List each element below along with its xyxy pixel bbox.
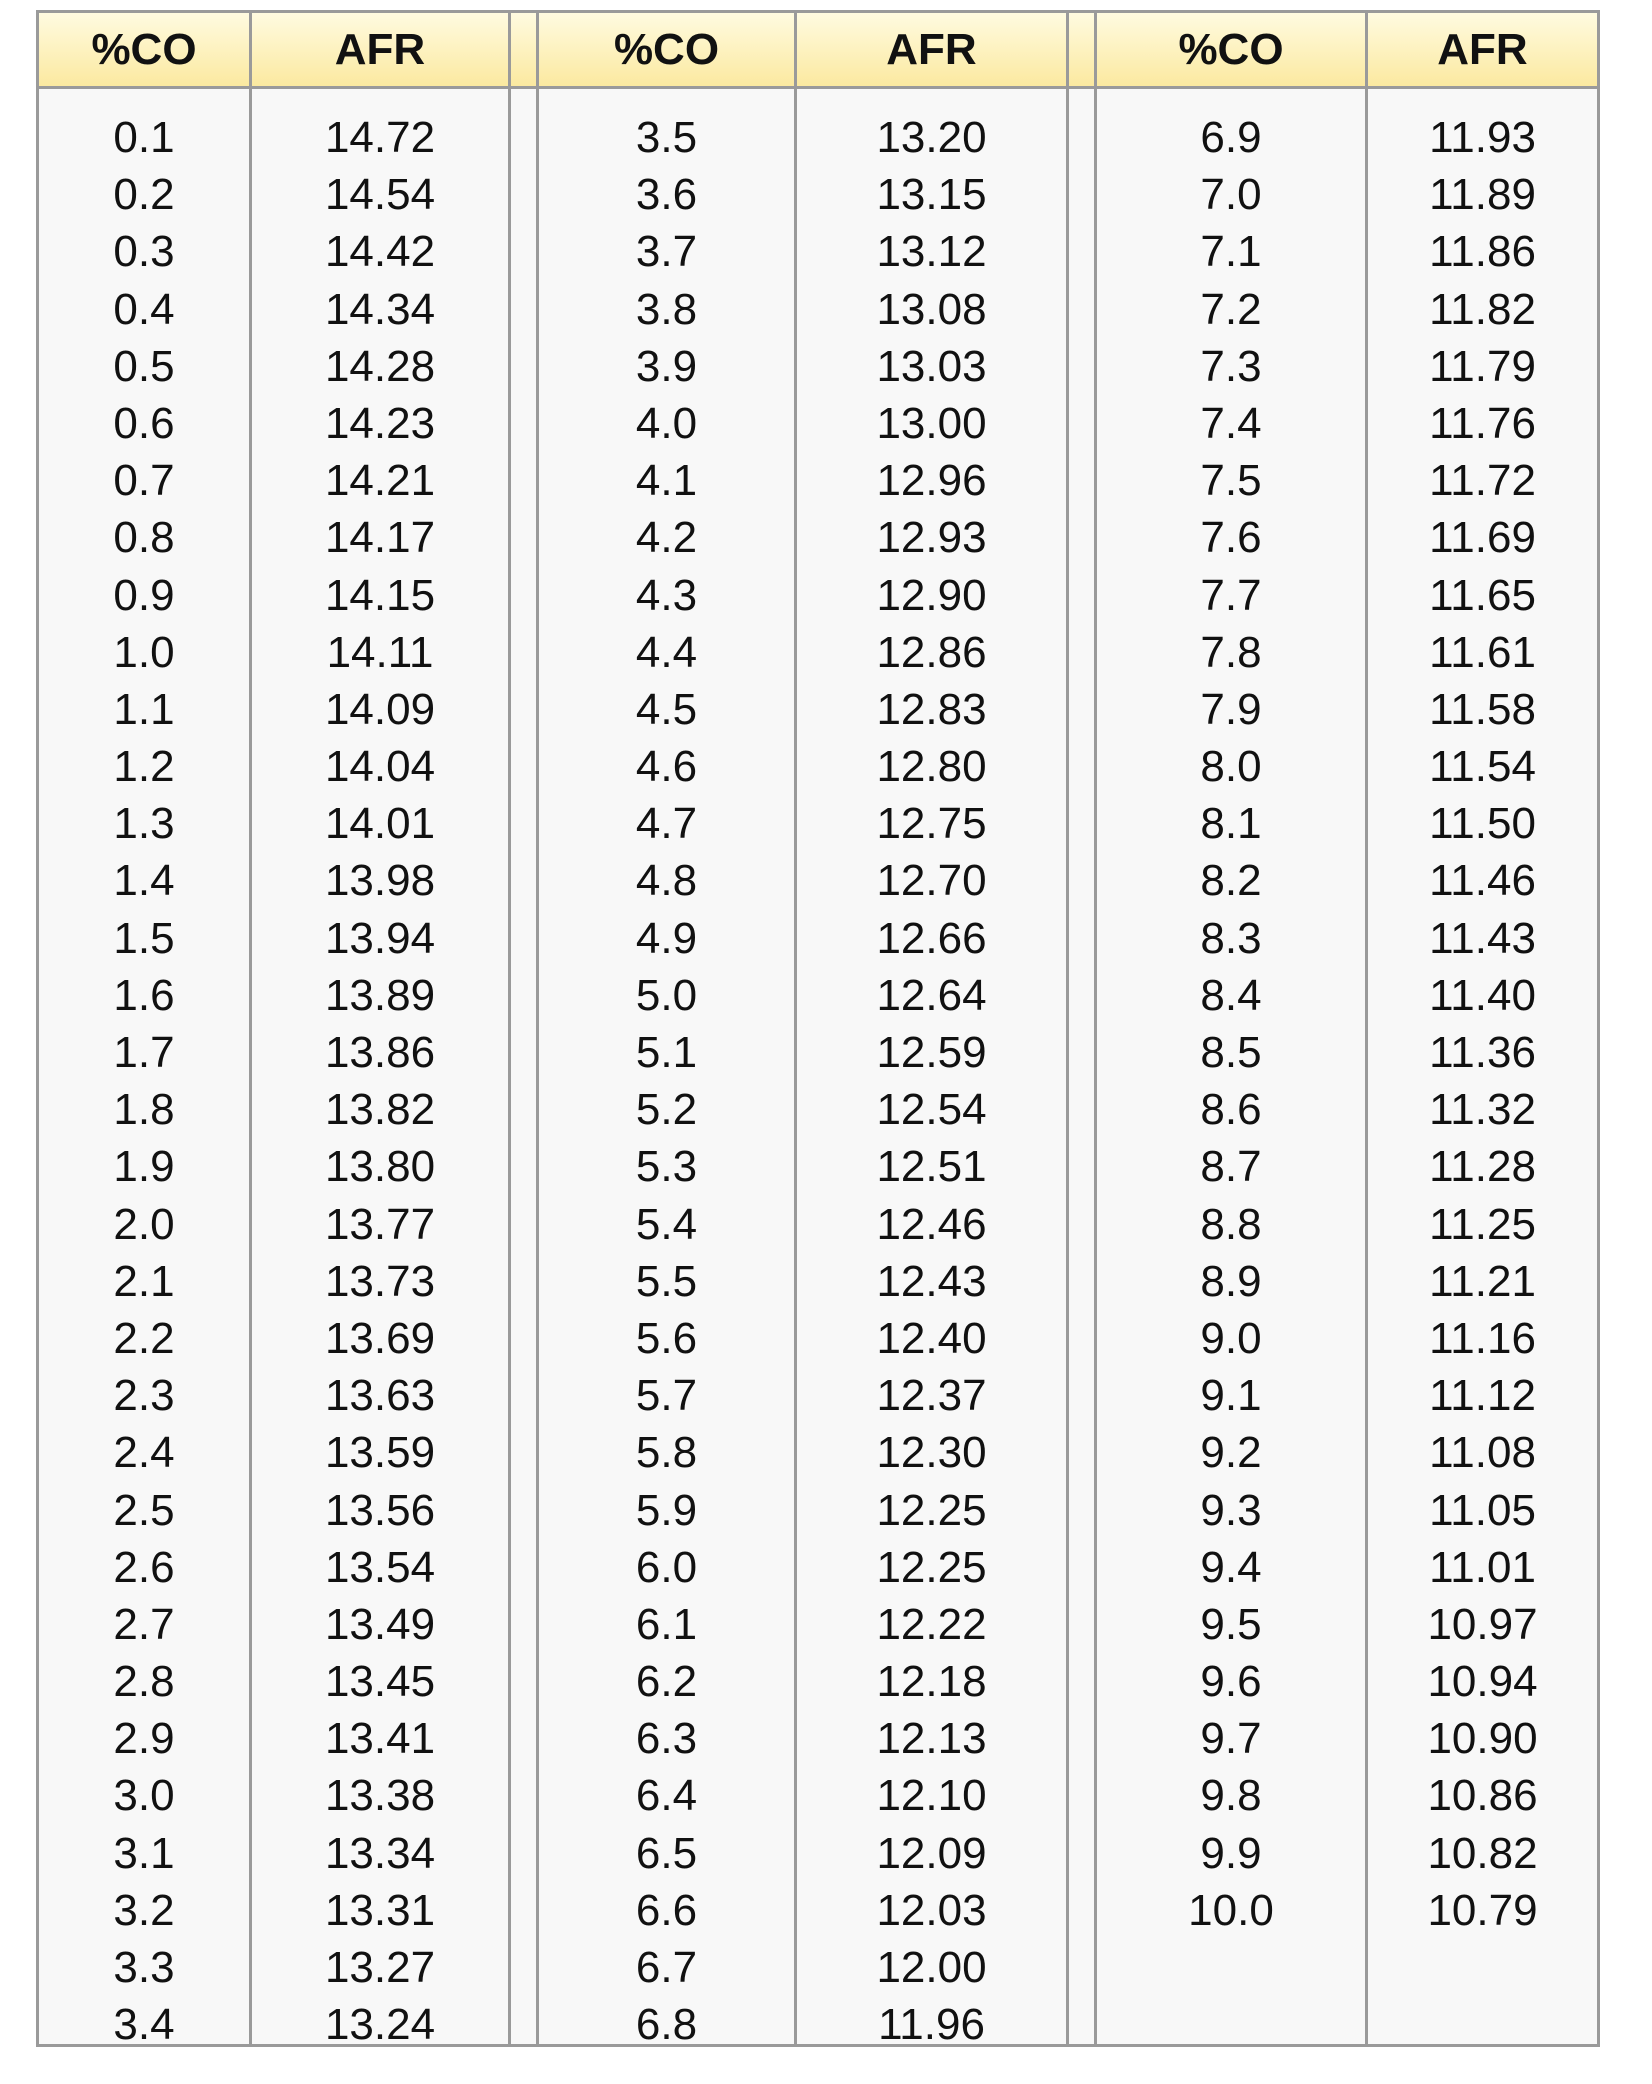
co-afr-table [36, 10, 1600, 2050]
co-header-2: %CO [539, 13, 794, 89]
afr-cell: 14.23 [324, 398, 436, 448]
afr-cell: 13.31 [324, 1885, 436, 1935]
co-cell: 1.4 [113, 856, 175, 906]
co-cell: 0.2 [113, 170, 175, 220]
afr-cell: 13.45 [324, 1657, 436, 1707]
co-cell: 0.8 [113, 513, 175, 563]
afr-cell: 12.83 [876, 684, 987, 734]
afr-cell: 12.37 [876, 1371, 987, 1421]
afr-cell: 11.89 [1429, 170, 1536, 220]
co-cell: 1.3 [113, 799, 175, 849]
co-cell: 8.2 [1200, 856, 1262, 906]
afr-cell: 12.18 [876, 1657, 987, 1707]
co-cell: 0.7 [113, 456, 175, 506]
co-cell: 9.0 [1200, 1313, 1262, 1363]
column-gap-1 [511, 13, 539, 2044]
co-cell: 2.1 [113, 1256, 175, 1306]
co-cell: 3.3 [113, 1943, 175, 1992]
afr-cell: 14.72 [324, 113, 436, 162]
afr-cell: 12.43 [876, 1256, 987, 1306]
co-cell: 7.5 [1200, 456, 1262, 506]
co-cell: 5.1 [635, 1028, 698, 1077]
co-cell: 8.1 [1200, 799, 1262, 849]
column-gap-2 [1069, 13, 1097, 2044]
afr-cell: 10.94 [1427, 1657, 1538, 1707]
afr-cell: 13.82 [324, 1085, 436, 1135]
co-cell: 5.0 [635, 970, 698, 1020]
co-cell: 6.9 [1200, 113, 1262, 162]
co-cell: 5.5 [635, 1256, 698, 1306]
afr-cell: 13.34 [324, 1828, 436, 1878]
afr-cell: 11.40 [1429, 970, 1536, 1020]
afr-values-2 [797, 109, 1066, 2053]
afr-cell: 14.04 [324, 742, 436, 792]
afr-cell: 11.12 [1429, 1371, 1536, 1421]
co-cell: 2.2 [113, 1313, 175, 1363]
afr-values-3 [1368, 109, 1597, 1939]
co-cell: 7.7 [1200, 570, 1262, 620]
co-cell: 3.8 [635, 284, 698, 334]
afr-header-2: AFR [797, 13, 1066, 89]
afr-cell: 13.38 [324, 1771, 436, 1821]
afr-cell: 11.69 [1429, 513, 1536, 563]
afr-cell: 14.15 [324, 570, 436, 620]
afr-cell: 13.59 [324, 1428, 436, 1478]
afr-cell: 11.61 [1429, 627, 1536, 677]
co-cell: 4.4 [635, 627, 698, 677]
co-cell: 3.6 [635, 170, 698, 220]
afr-cell: 13.24 [324, 2000, 436, 2050]
afr-cell: 11.82 [1429, 284, 1536, 334]
co-cell: 8.0 [1200, 742, 1262, 792]
afr-cell: 11.76 [1429, 398, 1536, 448]
afr-cell: 12.46 [876, 1199, 987, 1249]
afr-cell: 13.03 [876, 341, 987, 391]
afr-cell: 13.98 [324, 856, 436, 906]
afr-cell: 12.22 [876, 1599, 987, 1649]
afr-cell: 13.49 [324, 1599, 436, 1649]
co-cell: 0.5 [113, 341, 175, 391]
co-cell: 8.3 [1200, 913, 1262, 963]
afr-cell: 12.30 [876, 1428, 987, 1478]
co-cell: 8.9 [1200, 1256, 1262, 1306]
afr-cell: 11.28 [1429, 1142, 1536, 1192]
co-cell: 5.7 [635, 1371, 698, 1421]
afr-cell: 14.21 [324, 456, 436, 506]
co-cell: 0.1 [113, 113, 175, 162]
afr-column-1 [252, 13, 511, 2050]
co-cell: 9.9 [1200, 1828, 1262, 1878]
afr-cell: 11.93 [1429, 113, 1536, 162]
afr-cell: 12.51 [876, 1142, 987, 1192]
co-cell: 9.1 [1200, 1371, 1262, 1421]
co-cell: 7.6 [1200, 513, 1262, 563]
afr-cell: 13.15 [876, 170, 987, 220]
co-header-1: %CO [39, 13, 249, 89]
afr-cell: 12.80 [876, 742, 987, 792]
afr-cell: 13.12 [876, 227, 987, 277]
co-cell: 0.4 [113, 284, 175, 334]
co-cell: 3.0 [113, 1771, 175, 1821]
afr-cell: 11.72 [1429, 456, 1536, 506]
co-cell: 4.0 [635, 398, 698, 448]
co-cell: 9.6 [1200, 1657, 1262, 1707]
co-cell: 7.8 [1200, 627, 1262, 677]
co-cell: 6.6 [635, 1885, 698, 1935]
co-cell: 0.9 [113, 570, 175, 620]
co-cell: 6.2 [635, 1657, 698, 1707]
co-cell: 5.3 [635, 1142, 698, 1192]
co-cell: 4.2 [635, 513, 698, 563]
co-cell: 0.6 [113, 398, 175, 448]
co-cell: 3.1 [113, 1828, 175, 1878]
co-cell: 9.7 [1200, 1714, 1262, 1764]
afr-cell: 12.93 [876, 513, 987, 563]
co-cell: 6.1 [635, 1599, 698, 1649]
afr-cell: 13.56 [324, 1485, 436, 1535]
co-cell: 9.3 [1200, 1485, 1262, 1535]
co-values-2 [539, 109, 794, 2053]
afr-cell: 12.75 [876, 799, 987, 849]
afr-cell: 10.79 [1427, 1885, 1538, 1935]
co-cell: 4.6 [635, 742, 698, 792]
co-cell: 5.6 [635, 1313, 698, 1363]
co-header-3: %CO [1097, 13, 1365, 89]
co-cell: 4.3 [635, 570, 698, 620]
afr-cell: 12.96 [876, 456, 987, 506]
afr-cell: 11.96 [878, 2000, 985, 2050]
afr-cell: 11.58 [1429, 684, 1536, 734]
afr-cell: 11.46 [1429, 856, 1536, 906]
afr-cell: 14.28 [324, 341, 436, 391]
co-cell: 4.5 [635, 684, 698, 734]
afr-cell: 12.00 [876, 1943, 987, 1992]
afr-cell: 12.64 [876, 970, 987, 1020]
co-values-1 [39, 109, 249, 2053]
afr-cell: 11.43 [1429, 913, 1536, 963]
co-cell: 3.2 [113, 1885, 175, 1935]
co-cell: 6.5 [635, 1828, 698, 1878]
co-cell: 7.9 [1200, 684, 1262, 734]
afr-cell: 13.86 [324, 1028, 436, 1077]
afr-cell: 11.54 [1429, 742, 1536, 792]
co-values-3 [1097, 109, 1365, 1939]
afr-column-2 [797, 13, 1069, 2050]
co-cell: 4.9 [635, 913, 698, 963]
afr-cell: 11.25 [1429, 1199, 1536, 1249]
co-cell: 2.8 [113, 1657, 175, 1707]
co-column-1 [39, 13, 252, 2050]
afr-cell: 13.80 [324, 1142, 436, 1192]
afr-cell: 14.34 [324, 284, 436, 334]
afr-cell: 12.10 [876, 1771, 987, 1821]
afr-cell: 10.97 [1427, 1599, 1538, 1649]
co-cell: 3.5 [635, 113, 698, 162]
co-cell: 6.4 [635, 1771, 698, 1821]
co-cell: 1.8 [113, 1085, 175, 1135]
co-cell: 2.3 [113, 1371, 175, 1421]
afr-cell: 13.54 [324, 1542, 436, 1592]
afr-cell: 13.89 [324, 970, 436, 1020]
co-cell: 6.8 [635, 2000, 698, 2050]
afr-cell: 10.90 [1427, 1714, 1538, 1764]
co-cell: 7.2 [1200, 284, 1262, 334]
afr-cell: 13.94 [324, 913, 436, 963]
afr-cell: 13.41 [324, 1714, 436, 1764]
afr-cell: 11.16 [1429, 1313, 1536, 1363]
co-cell: 2.5 [113, 1485, 175, 1535]
afr-cell: 12.09 [876, 1828, 987, 1878]
afr-cell: 11.86 [1429, 227, 1536, 277]
co-cell: 9.4 [1200, 1542, 1262, 1592]
co-cell: 1.1 [113, 684, 175, 734]
co-cell: 1.6 [113, 970, 175, 1020]
afr-cell: 13.73 [324, 1256, 436, 1306]
afr-cell: 10.82 [1427, 1828, 1538, 1878]
co-cell: 9.5 [1200, 1599, 1262, 1649]
co-cell: 1.2 [113, 742, 175, 792]
afr-cell: 13.69 [324, 1313, 436, 1363]
afr-cell: 12.13 [876, 1714, 987, 1764]
co-cell: 4.8 [635, 856, 698, 906]
afr-cell: 11.08 [1429, 1428, 1536, 1478]
co-cell: 9.2 [1200, 1428, 1262, 1478]
co-cell: 6.3 [635, 1714, 698, 1764]
co-cell: 1.0 [113, 627, 175, 677]
co-cell: 2.4 [113, 1428, 175, 1478]
afr-cell: 13.77 [324, 1199, 436, 1249]
afr-values-1 [252, 109, 508, 2053]
co-cell: 5.9 [635, 1485, 698, 1535]
co-cell: 5.2 [635, 1085, 698, 1135]
co-cell: 3.9 [635, 341, 698, 391]
afr-cell: 13.08 [876, 284, 987, 334]
afr-cell: 11.32 [1429, 1085, 1536, 1135]
co-cell: 7.1 [1200, 227, 1262, 277]
afr-cell: 11.65 [1429, 570, 1536, 620]
afr-cell: 11.01 [1429, 1542, 1536, 1592]
co-cell: 1.5 [113, 913, 175, 963]
co-cell: 2.9 [113, 1714, 175, 1764]
co-cell: 8.4 [1200, 970, 1262, 1020]
afr-cell: 12.90 [876, 570, 987, 620]
co-cell: 10.0 [1188, 1885, 1274, 1935]
co-cell: 8.6 [1200, 1085, 1262, 1135]
co-cell: 0.3 [113, 227, 175, 277]
co-column-3 [1097, 13, 1368, 2044]
afr-cell: 14.11 [326, 627, 434, 677]
afr-cell: 13.27 [324, 1943, 436, 1992]
afr-cell: 11.36 [1429, 1028, 1536, 1077]
gap-header-1 [511, 13, 536, 89]
afr-cell: 12.66 [876, 913, 987, 963]
co-cell: 2.0 [113, 1199, 175, 1249]
co-cell: 5.8 [635, 1428, 698, 1478]
afr-cell: 12.03 [876, 1885, 987, 1935]
co-cell: 1.7 [113, 1028, 175, 1077]
afr-cell: 12.25 [876, 1485, 987, 1535]
co-cell: 3.7 [635, 227, 698, 277]
afr-cell: 12.25 [876, 1542, 987, 1592]
afr-column-3 [1368, 13, 1597, 2044]
afr-cell: 12.59 [876, 1028, 987, 1077]
afr-cell: 12.40 [876, 1313, 987, 1363]
co-cell: 9.8 [1200, 1771, 1262, 1821]
afr-cell: 12.86 [876, 627, 987, 677]
co-cell: 6.7 [635, 1943, 698, 1992]
afr-cell: 14.42 [324, 227, 436, 277]
co-cell: 8.5 [1200, 1028, 1262, 1077]
co-cell: 3.4 [113, 2000, 175, 2050]
afr-cell: 12.70 [876, 856, 987, 906]
afr-cell: 11.50 [1429, 799, 1536, 849]
afr-cell: 11.05 [1429, 1485, 1536, 1535]
afr-cell: 12.54 [876, 1085, 987, 1135]
co-cell: 5.4 [635, 1199, 698, 1249]
co-cell: 4.1 [635, 456, 698, 506]
co-cell: 7.0 [1200, 170, 1262, 220]
gap-header-2 [1069, 13, 1094, 89]
afr-cell: 14.54 [324, 170, 436, 220]
co-cell: 1.9 [113, 1142, 175, 1192]
afr-cell: 13.63 [324, 1371, 436, 1421]
co-cell: 7.3 [1200, 341, 1262, 391]
co-cell: 6.0 [635, 1542, 698, 1592]
afr-cell: 10.86 [1427, 1771, 1538, 1821]
afr-header-1: AFR [252, 13, 508, 89]
co-cell: 8.7 [1200, 1142, 1262, 1192]
co-cell: 2.6 [113, 1542, 175, 1592]
co-column-2 [539, 13, 797, 2050]
afr-cell: 11.79 [1429, 341, 1536, 391]
afr-cell: 11.21 [1429, 1256, 1536, 1306]
co-cell: 7.4 [1200, 398, 1262, 448]
afr-cell: 14.09 [324, 684, 436, 734]
co-cell: 4.7 [635, 799, 698, 849]
afr-cell: 13.20 [876, 113, 987, 162]
afr-cell: 14.01 [324, 799, 436, 849]
co-cell: 2.7 [113, 1599, 175, 1649]
afr-header-3: AFR [1368, 13, 1597, 89]
afr-cell: 13.00 [876, 398, 987, 448]
co-cell: 8.8 [1200, 1199, 1262, 1249]
afr-cell: 14.17 [324, 513, 436, 563]
